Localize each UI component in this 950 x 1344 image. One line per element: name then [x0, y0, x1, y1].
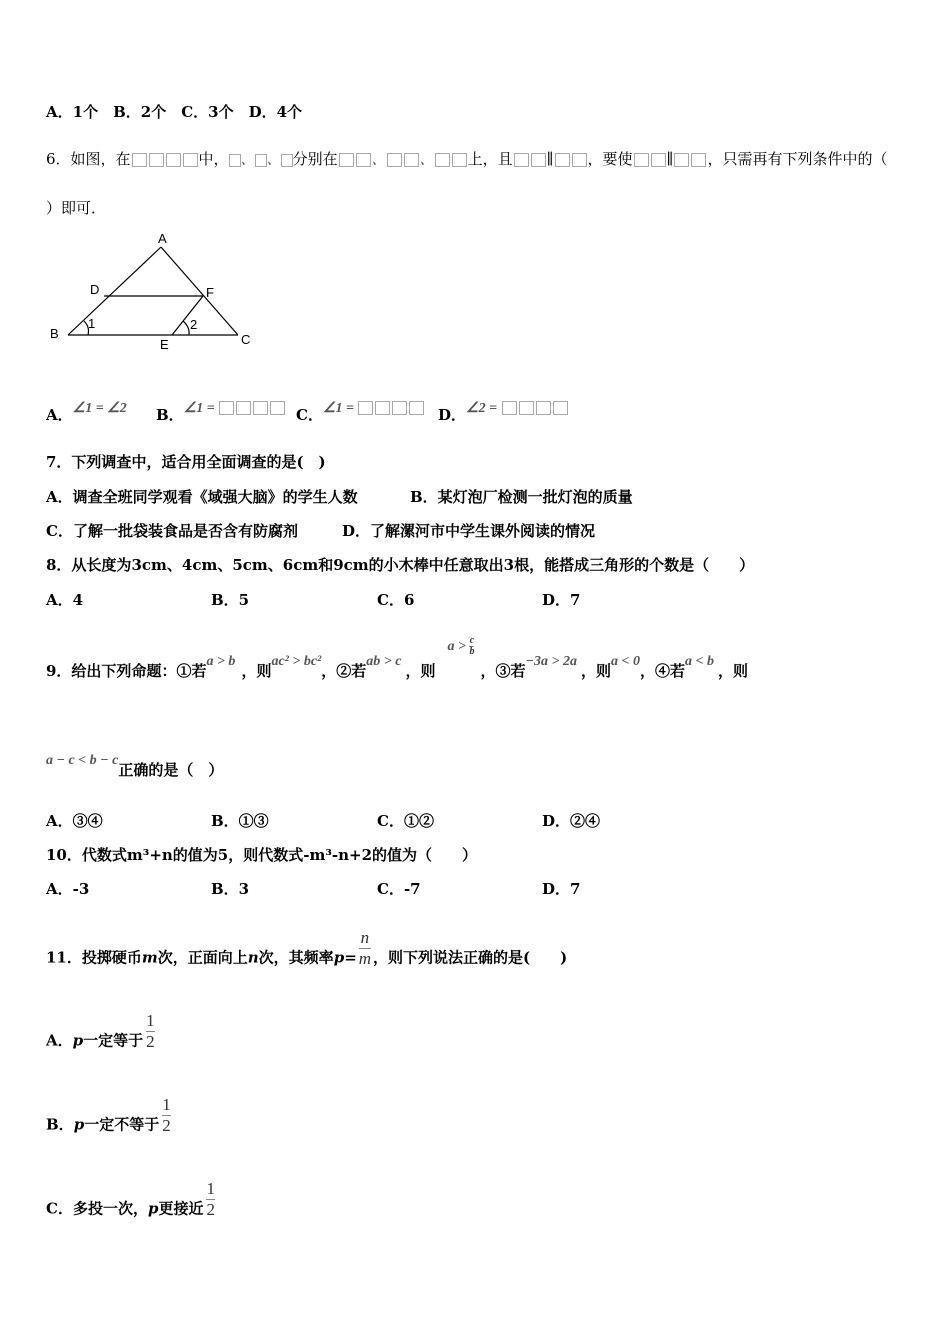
q7-option-b: B．某灯泡厂检测一批灯泡的质量 [410, 488, 633, 506]
q8-stem: 8．从长度为3cm、4cm、5cm、6cm和9cm的小木棒中任意取出3根，能搭成三角形的个数是（ ） [46, 556, 755, 574]
q6-fenbie: 分别在 [292, 150, 338, 168]
q6-shang: 上，且 [467, 150, 513, 168]
segment-ab [68, 247, 161, 335]
q5-options: A．1个 B．2个 C．3个 D．4个 [46, 103, 303, 121]
q8-option-c: C．6 [377, 591, 415, 609]
q11-half-c: $\frac{1}{2}$ [206, 1179, 215, 1219]
q6-yaoshi: ，要使 [587, 150, 633, 168]
q6-stem: 6．如图，在 中， 、 、 分别在 、 、 上，且 ∥ ，要使 ∥ ，只需再有下列条件中的（ [46, 150, 888, 168]
label-e: E [160, 337, 169, 352]
q10-option-b: B．3 [211, 880, 250, 898]
q6-prefix: 6．如图，在 [46, 150, 131, 168]
q6-option-d: D．∠2 = [438, 405, 569, 427]
q7-option-d: D．了解漯河市中学生课外阅读的情况 [342, 522, 596, 540]
q8-option-d: D．7 [542, 591, 581, 609]
q10-option-a: A．-3 [46, 880, 90, 898]
q7-stem: 7．下列调查中，适合用全面调查的是( ) [46, 453, 326, 471]
q11-frac-n-over-m: $\frac{n}{m}$ [358, 928, 372, 968]
q6-zhong: 中， [198, 150, 229, 168]
segment-fe [172, 296, 203, 335]
q6-figure [40, 225, 270, 360]
q6-rest: ，只需再有下列条件中的（ [707, 150, 888, 168]
q11-stem: 11．投掷硬币m次，正面向上n次，其频率p= $\frac{n}{m}$ ，则下列说法正确的是( ) [46, 928, 568, 968]
q9-option-c: C．①② [377, 812, 434, 830]
q10-option-c: C．-7 [377, 880, 421, 898]
label-c: C [241, 332, 251, 347]
q9-stem: 9．给出下列命题：①若a > b，则ac² > bc²，②若ab > c，则a > $\frac{c}{b}$ ，③若−3a > 2a，则a < 0，④若a < b，则 [46, 635, 748, 680]
q8-option-a: A．4 [46, 591, 84, 609]
q9-option-a: A．③④ [46, 812, 103, 830]
q10-option-d: D．7 [542, 880, 581, 898]
segment-ac [161, 247, 238, 335]
q11-option-b: B．p一定不等于 $\frac{1}{2}$ [46, 1095, 171, 1135]
q9-option-d: D．②④ [542, 812, 601, 830]
q9-option-b: B．①③ [211, 812, 269, 830]
q11-half-b: $\frac{1}{2}$ [162, 1095, 171, 1135]
q7-option-c: C．了解一批袋装食品是否含有防腐剂 [46, 522, 298, 540]
q6-option-c: C．∠1 = [296, 405, 425, 427]
q6-option-a: A．∠1 = ∠2 [46, 401, 127, 424]
q6-stem-line2: ）即可． [46, 199, 107, 217]
q6-option-b: B．∠1 = [156, 405, 286, 427]
q9-frac-expr: a > $\frac{c}{b}$ [447, 635, 475, 658]
angle-2-arc [183, 321, 189, 335]
label-a: A [158, 231, 167, 246]
q11-option-a: A．p一定等于 $\frac{1}{2}$ [46, 1011, 155, 1051]
label-2: 2 [190, 317, 198, 332]
q11-option-c: C．多投一次，p更接近 $\frac{1}{2}$ [46, 1179, 215, 1219]
q11-half-a: $\frac{1}{2}$ [146, 1011, 155, 1051]
label-d: D [90, 282, 100, 297]
q8-option-b: B．5 [211, 591, 250, 609]
q10-stem: 10．代数式m³+n的值为5，则代数式-m³-n+2的值为（ ） [46, 846, 478, 864]
label-f: F [206, 285, 214, 300]
label-b: B [50, 326, 59, 341]
q7-option-a: A．调查全班同学观看《域强大脑》的学生人数 [46, 488, 358, 506]
q9-stem-line2: a − c < b − c正确的是（ ） [46, 753, 224, 779]
label-1: 1 [88, 316, 96, 331]
